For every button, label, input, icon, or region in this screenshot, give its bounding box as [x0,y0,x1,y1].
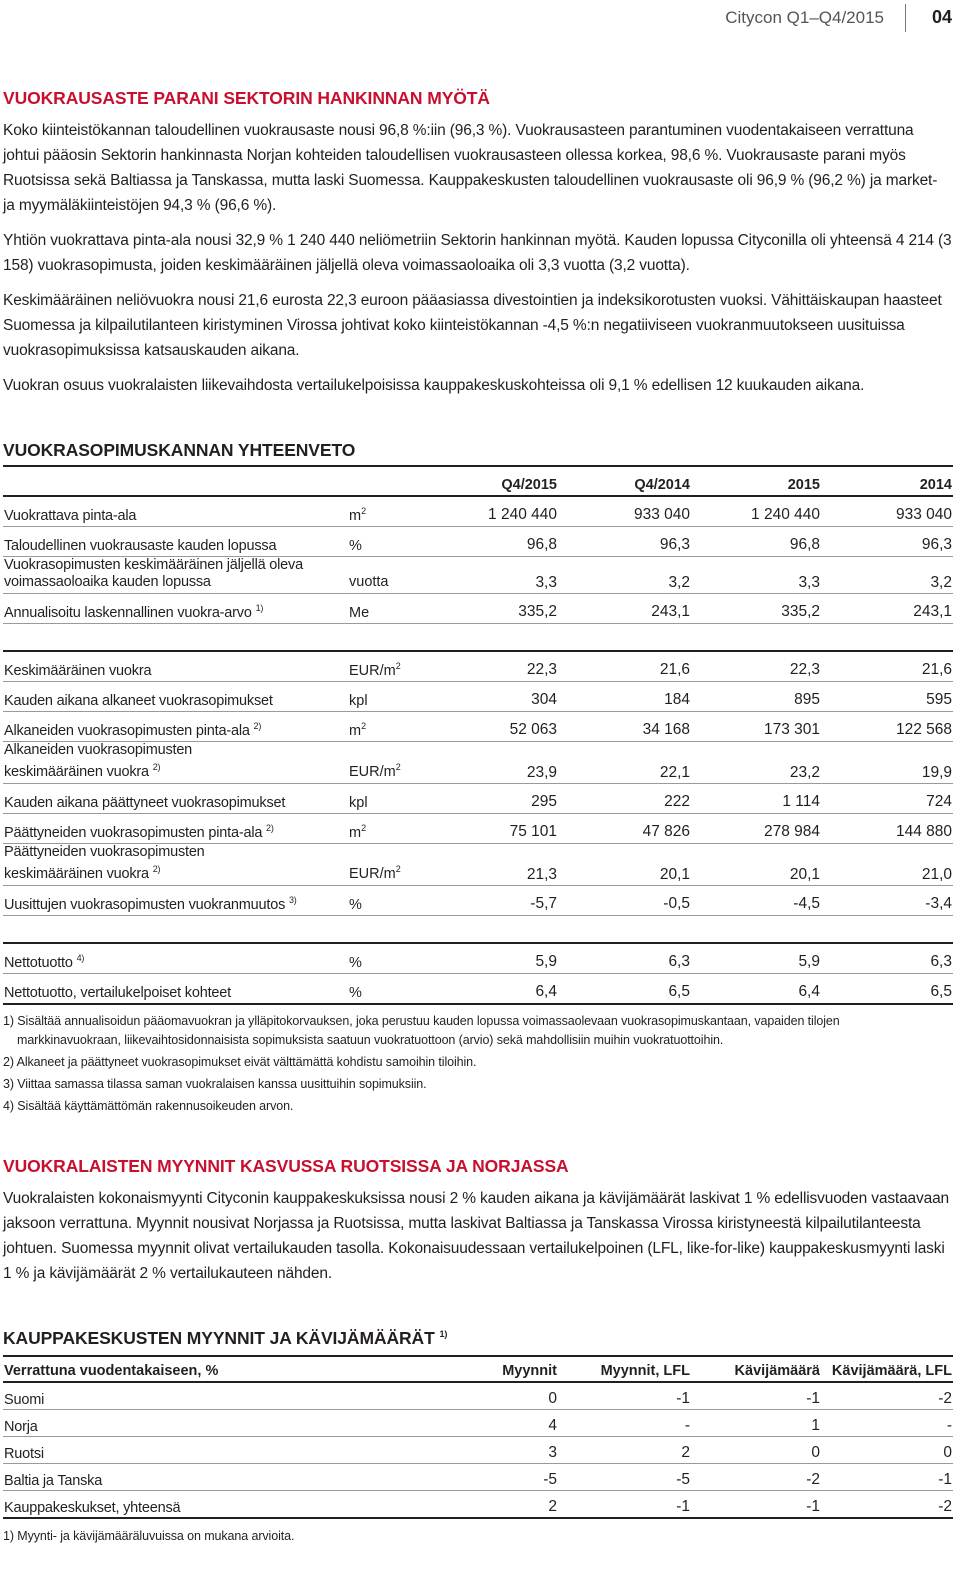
row-label: Taloudellinen vuokrausaste kauden lopussa [3,527,348,557]
column-header: Q4/2015 [501,477,557,493]
cell-value: 3,3 [691,557,821,594]
row-label: Baltia ja Tanska [3,1463,393,1490]
cell-value: 34 168 [558,712,691,742]
table-row [3,1490,953,1518]
cell-value: 6,5 [558,973,691,1004]
row-label: Päättyneiden vuokrasopimusten pinta-ala $^{2)}$ [3,813,348,843]
row-label: Norja [3,1409,393,1436]
column-header: 2015 [787,477,820,493]
paragraph-occupancy: Koko kiinteistökannan taloudellinen vuokrausaste nousi 96,8 %:iin (96,3 %). Vuokrausasteen parantuminen vuodentakaiseen verrattuna johtui pääosin Sektorin hankinnasta Norjan kohteiden taloudellisen vuokrausasteen ollessa korkea, 98,6 %. Vuokrausaste parani myös Ruotsissa sekä Baltiassa ja Tanskassa, mutta laski Suomessa. Kauppakeskusten taloudellinen vuokrausaste oli 96,9 % (96,2 %) ja market- ja myymäläkiinteistöjen 94,3 % (96,6 %). [3,122,938,214]
paragraph-average-rent: Keskimääräinen neliövuokra nousi 21,6 eurosta 22,3 euroon pääasiassa divestointien ja indeksikorotusten vuoksi. Vähittäiskaupan haasteet Suomessa ja kilpailutilanteen kiristyminen Virossa johtivat koko kiinteistökannan -4,5 %:n negatiiviseen vuokranmuutokseen uusituissa vuokrasopimuksissa katsauskauden aikana. [3,292,942,359]
cell-value: 21,3 [438,843,558,885]
cell-value: 21,6 [821,651,953,682]
page-header [0,0,960,40]
cell-value: -4,5 [691,885,821,915]
cell-value: -0,5 [558,885,691,915]
table-row [3,742,953,784]
cell-value: -2 [691,1463,821,1490]
table-row [3,682,953,712]
cell-value: 23,9 [438,742,558,784]
cell-value: 6,4 [438,973,558,1004]
cell-value: 20,1 [691,843,821,885]
cell-value: 21,6 [558,651,691,682]
lease-summary-table [3,465,953,1005]
row-unit: $m^2$ [348,813,438,843]
row-unit: % [348,527,438,557]
table-row [3,843,953,885]
cell-value: -1 [691,1490,821,1518]
cell-value: 222 [558,783,691,813]
cell-value: 0 [821,1436,953,1463]
cell-value: 19,9 [821,742,953,784]
row-label: Nettotuotto, vertailukelpoiset kohteet [3,973,348,1004]
table-row [3,1382,953,1410]
section-heading-lease-summary: VUOKRASOPIMUSKANNAN YHTEENVETO [3,440,356,460]
header-divider [905,4,906,32]
cell-value: -5,7 [438,885,558,915]
cell-value: 724 [821,783,953,813]
row-label: Nettotuotto $^{4)}$ [3,943,348,974]
footnote-1: 1) Sisältää annualisoidun pääomavuokran ja ylläpitokorvauksen, joka perustuu kauden lopussa voimassaolevaan vuokrasopimuskantaan, vapaiden tilojen [3,1013,840,1028]
table-row [3,943,953,974]
cell-value: 21,0 [821,843,953,885]
cell-value: -2 [821,1490,953,1518]
page-content [3,88,953,1546]
cell-value: 6,4 [691,973,821,1004]
table-row [3,1409,953,1436]
cell-value: 96,3 [821,527,953,557]
row-unit: Me [348,594,438,624]
cell-value: 0 [691,1436,821,1463]
cell-value: 6,3 [821,943,953,974]
cell-value: 184 [558,682,691,712]
section-heading-tenant-sales: VUOKRALAISTEN MYYNNIT KASVUSSA RUOTSISSA JA NORJASSA [3,1155,569,1176]
cell-value: 22,1 [558,742,691,784]
row-unit: kpl [348,783,438,813]
table-row [3,557,953,594]
row-label: Annualisoitu laskennallinen vuokra-arvo $^{1)}$ [3,594,348,624]
paragraph-leasable-area: Yhtiön vuokrattava pinta-ala nousi 32,9 % 1 240 440 neliömetriin Sektorin hankinnan myötä. Kauden lopussa Cityconilla oli yhteensä 4 214 (3 158) vuokrasopimusta, joiden keskimääräinen jäljellä oleva voimassaoloaika oli 3,3 vuotta (3,2 vuotta). [3,232,952,274]
row-unit: vuotta [348,557,438,594]
cell-value: 2 [393,1490,558,1518]
cell-value: - [821,1409,953,1436]
cell-value: -1 [558,1490,691,1518]
cell-value: 933 040 [558,496,691,527]
row-unit: kpl [348,682,438,712]
sales-footfall-table [3,1355,953,1519]
cell-value: 0 [393,1382,558,1410]
column-header: Myynnit, LFL [600,1362,690,1379]
summary-footnotes [3,1012,953,1116]
cell-value: 122 568 [821,712,953,742]
cell-value: -1 [821,1463,953,1490]
cell-value: 96,3 [558,527,691,557]
row-label: Alkaneiden vuokrasopimusten keskimääräinen vuokra $^{2)}$ [3,742,348,784]
cell-value: 335,2 [438,594,558,624]
page-number: 04 [931,7,952,27]
row-label: Uusittujen vuokrasopimusten vuokranmuutos $^{3)}$ [3,885,348,915]
cell-value: 1 114 [691,783,821,813]
row-label: Alkaneiden vuokrasopimusten pinta-ala $^{2)}$ [3,712,348,742]
table-row [3,1436,953,1463]
cell-value: 52 063 [438,712,558,742]
table-row [3,885,953,915]
cell-value: 75 101 [438,813,558,843]
table-row [3,527,953,557]
row-unit: % [348,885,438,915]
cell-value: -1 [691,1382,821,1410]
table-header-row [3,1356,953,1382]
header-title: Citycon Q1–Q4/2015 [725,8,884,27]
row-label: Keskimääräinen vuokra [3,651,348,682]
cell-value: 20,1 [558,843,691,885]
table-row [3,783,953,813]
row-unit: % [348,973,438,1004]
cell-value: 278 984 [691,813,821,843]
table-row [3,1463,953,1490]
table-group-separator [3,624,953,652]
cell-value: 2 [558,1436,691,1463]
row-label: Ruotsi [3,1436,393,1463]
cell-value: 1 [691,1409,821,1436]
section-heading-occupancy: VUOKRAUSASTE PARANI SEKTORIN HANKINNAN MYÖTÄ [3,88,490,108]
cell-value: 295 [438,783,558,813]
paragraph-tenant-sales: Vuokralaisten kokonaismyynti Cityconin kauppakeskuksissa nousi 2 % kauden aikana ja kävijämäärät laskivat 1 % edellisvuoden vastaavaan jaksoon verrattuna. Myynnit nousivat Norjassa ja Ruotsissa, mutta laskivat Baltiassa ja Tanskassa Virossa kiristyneestä kilpailutilanteesta johtuen. Suomessa myynnit olivat vertailukauden tasolla. Kokonaisuudessaan vertailukelpoinen (LFL, like-for-like) kauppakeskusmyynti laski 1 % ja kävijämäärät 2 % vertailukauteen nähden. [3,1189,950,1282]
cell-value: -5 [558,1463,691,1490]
cell-value: 243,1 [821,594,953,624]
row-unit: $m^2$ [348,712,438,742]
cell-value: 47 826 [558,813,691,843]
cell-value: 595 [821,682,953,712]
footnote-4: 4) Sisältää käyttämättömän rakennusoikeuden arvon. [3,1098,294,1113]
cell-value: -5 [393,1463,558,1490]
cell-value: 144 880 [821,813,953,843]
cell-value: 6,3 [558,943,691,974]
cell-value: 933 040 [821,496,953,527]
footnote-2: 2) Alkaneet ja päättyneet vuokrasopimukset eivät välttämättä kohdistu samoihin tiloihin. [3,1054,477,1069]
sales-footnote: 1) Myynti- ja kävijämääräluvuissa on mukana arvioita. [3,1528,295,1543]
cell-value: 3 [393,1436,558,1463]
cell-value: 96,8 [691,527,821,557]
row-label: Päättyneiden vuokrasopimusten keskimääräinen vuokra $^{2)}$ [3,843,348,885]
column-header: 2014 [919,477,952,493]
column-header: Q4/2014 [634,477,690,493]
paragraph-rent-share: Vuokran osuus vuokralaisten liikevaihdosta vertailukelpoisissa kauppakeskuskohteissa oli 9,1 % edellisen 12 kuukauden aikana. [3,377,865,394]
cell-value: 96,8 [438,527,558,557]
row-unit: EUR/$m^2$ [348,651,438,682]
cell-value: 4 [393,1409,558,1436]
row-unit: EUR/$m^2$ [348,742,438,784]
cell-value: 6,5 [821,973,953,1004]
row-unit: $m^2$ [348,496,438,527]
cell-value: -1 [558,1382,691,1410]
cell-value: 304 [438,682,558,712]
cell-value: 3,2 [821,557,953,594]
cell-value: 22,3 [438,651,558,682]
column-header: Verrattuna vuodentakaiseen, % [4,1362,219,1379]
column-header: Myynnit [502,1362,557,1379]
table-header-row [3,466,953,496]
row-label: Suomi [3,1382,393,1410]
row-unit: EUR/$m^2$ [348,843,438,885]
table-row [3,496,953,527]
cell-value: 22,3 [691,651,821,682]
row-unit: % [348,943,438,974]
table-row [3,973,953,1004]
table-group-separator [3,915,953,943]
cell-value: 3,2 [558,557,691,594]
row-label: Kauppakeskukset, yhteensä [3,1490,393,1518]
table-row [3,594,953,624]
table-row [3,813,953,843]
cell-value: 1 240 440 [691,496,821,527]
footnote-1-cont: markkinavuokraan, liikevaihtosidonnaisista sopimuksista saatuun vuokratuottoon (arvio) sekä mahdollisiin muihin vuokratuottoihin. [17,1032,724,1047]
cell-value: 895 [691,682,821,712]
cell-value: 1 240 440 [438,496,558,527]
cell-value: 335,2 [691,594,821,624]
row-label: Kauden aikana alkaneet vuokrasopimukset [3,682,348,712]
cell-value: 3,3 [438,557,558,594]
cell-value: - [558,1409,691,1436]
row-label: Kauden aikana päättyneet vuokrasopimukset [3,783,348,813]
table-row [3,651,953,682]
cell-value: -2 [821,1382,953,1410]
section-heading-sales-footfall: KAUPPAKESKUSTEN MYYNNIT JA KÄVIJÄMÄÄRÄT $^{1)}$ [3,1327,448,1348]
cell-value: 243,1 [558,594,691,624]
table-row [3,712,953,742]
cell-value: -3,4 [821,885,953,915]
column-header: Kävijämäärä, LFL [831,1362,952,1379]
footnote-3: 3) Viittaa samassa tilassa saman vuokralaisen kanssa uusittuihin sopimuksiin. [3,1076,427,1091]
cell-value: 5,9 [438,943,558,974]
cell-value: 23,2 [691,742,821,784]
cell-value: 173 301 [691,712,821,742]
column-header: Kävijämäärä [734,1362,820,1379]
row-label: Vuokrattava pinta-ala [3,496,348,527]
row-label: Vuokrasopimusten keskimääräinen jäljellä oleva voimassaoloaika kauden lopussa [3,557,348,594]
cell-value: 5,9 [691,943,821,974]
